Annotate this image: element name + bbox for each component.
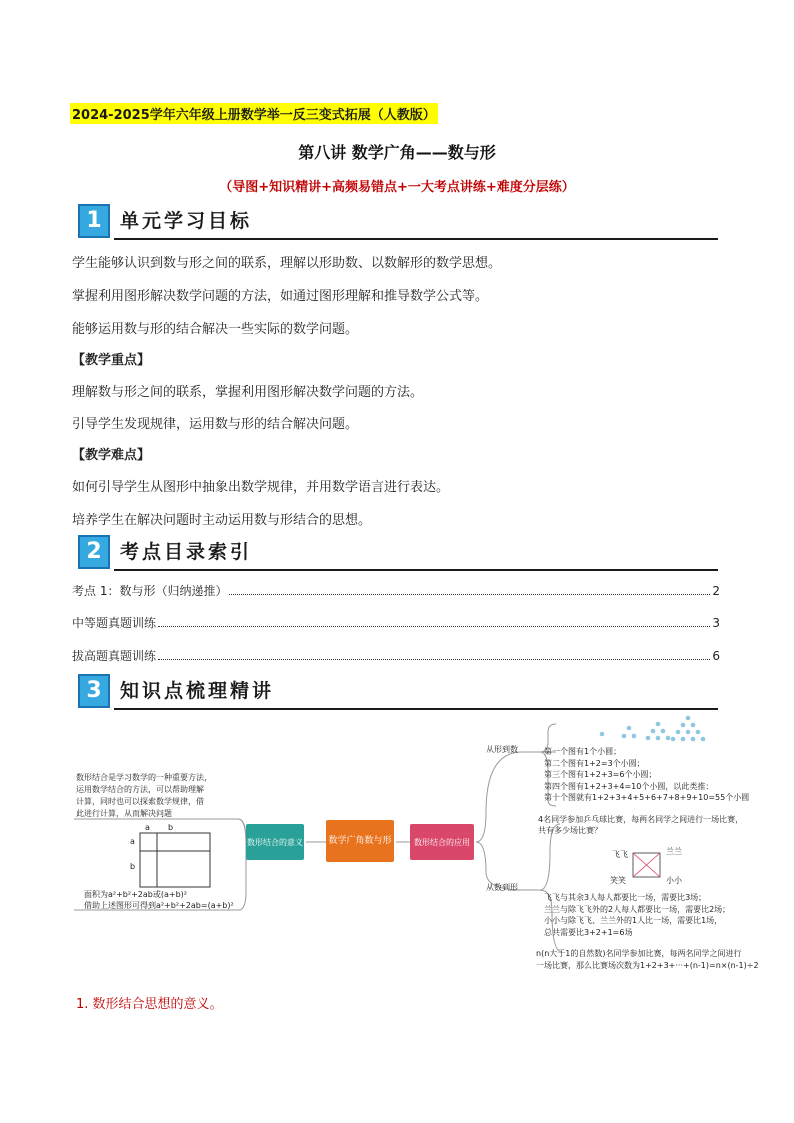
section-1-header xyxy=(78,204,718,240)
node-apply[interactable]: 数形结合的应用 xyxy=(410,824,474,860)
mind-map xyxy=(70,712,786,980)
label-b: b xyxy=(168,823,174,832)
name-xiaoxiao2: 小小 xyxy=(666,876,682,885)
mind-map-intro: 数形结合是学习数学的一种重要方法， 运用数学结合的方法，可以帮助理解 计算，同时也可以探索数学规律，借 此进行计算，从而解决问题 xyxy=(76,773,212,818)
section-divider xyxy=(114,708,718,710)
section-divider xyxy=(114,238,718,240)
goal-2: 掌握利用图形解决数学问题的方法，如通过图形理解和推导数学公式等。 xyxy=(72,289,489,304)
toc-page: 2 xyxy=(712,584,720,598)
key-points-label: 【教学重点】 xyxy=(72,353,151,368)
difficult-point-2: 培养学生在解决问题时主动运用数与形结合的思想。 xyxy=(72,513,372,528)
label-b-side: b xyxy=(130,862,136,871)
toc-entry[interactable] xyxy=(72,614,720,631)
section-2-header xyxy=(78,535,718,571)
section-2-title: 考点目录索引 xyxy=(120,541,253,563)
subsection-heading: 1. 数形结合思想的意义。 xyxy=(76,997,223,1012)
toc-entry[interactable] xyxy=(72,582,720,599)
label-a: a xyxy=(145,823,150,832)
section-1-number: 1 xyxy=(78,204,110,238)
toc-label: 拔高题真题训练 xyxy=(72,649,157,663)
section-1-title: 单元学习目标 xyxy=(120,210,253,232)
difficult-point-1: 如何引导学生从图形中抽象出数学规律，并用数学语言进行表达。 xyxy=(72,480,450,495)
toc-leader xyxy=(229,584,710,595)
key-point-1: 理解数与形之间的联系，掌握利用图形解决数学问题的方法。 xyxy=(72,385,424,400)
name-xiaoxiao: 笑笑 xyxy=(610,876,626,885)
lecture-title: 第八讲 数学广角——数与形 xyxy=(298,143,496,162)
match-diagram xyxy=(633,853,660,877)
match-explanation: 飞飞与其余3人每人都要比一场，需要比3场； 兰兰与除飞飞外的2人每人都要比一场，需要比2场； 小小与除飞飞、兰兰外的1人比一场，需要比1场， 总共需要比3+2+1=6场 xyxy=(544,893,731,937)
section-divider xyxy=(114,569,718,571)
key-point-2: 引导学生发现规律，运用数与形的结合解决问题。 xyxy=(72,417,359,432)
lecture-subtitle: （导图+知识精讲+高频易错点+一大考点讲练+难度分层练） xyxy=(219,180,575,195)
document-series-title: 2024-2025学年六年级上册数学举一反三变式拓展（人教版） xyxy=(70,103,438,124)
toc-label: 中等题真题训练 xyxy=(72,616,157,630)
name-lanlan: 兰兰 xyxy=(666,847,682,856)
toc-page: 6 xyxy=(712,649,720,663)
toc-page: 3 xyxy=(712,616,720,630)
circle-pattern-list: 第一个图有1个小圆； 第二个图有1+2=3个小圆； 第三个图有1+2+3=6个小圆； 第四个图有1+2+3+4=10个小圆，以此类推： 第十个图就有1+2+3+4+5+6+7+8+9+10=55个小圆 xyxy=(544,747,750,802)
match-question: 4名同学参加乒乓球比赛，每两名同学之间进行一场比赛， 共有多少场比赛？ xyxy=(538,815,744,835)
label-a-side: a xyxy=(130,837,135,846)
toc-entry[interactable] xyxy=(72,647,720,664)
toc-label: 考点 1：数与形（归纳递推） xyxy=(72,584,228,598)
branch-shape-to-num: 从形到数 xyxy=(486,745,518,754)
section-2-number: 2 xyxy=(78,535,110,569)
section-3-number: 3 xyxy=(78,674,110,708)
area-grid-diagram xyxy=(140,833,210,887)
section-3-header xyxy=(78,674,718,710)
difficult-label: 【教学难点】 xyxy=(72,448,151,463)
section-3-title: 知识点梳理精讲 xyxy=(120,680,275,702)
area-formula: 面积为a²+b²+2ab或(a+b)² 借助上述图形可得到a²+b²+2ab=(a+b)² xyxy=(84,890,234,910)
general-formula: n(n大于1的自然数)名同学参加比赛，每两名同学之间进行 一场比赛，那么比赛场次数为1+2+3+···+(n-1)=n×(n-1)÷2 xyxy=(536,949,759,970)
node-center[interactable]: 数学广角数与形 xyxy=(326,820,394,862)
branch-num-to-shape: 从数到形 xyxy=(486,883,518,892)
name-feifei: 飞飞 xyxy=(612,850,628,859)
toc-leader xyxy=(158,616,710,627)
toc-leader xyxy=(158,649,710,660)
goal-3: 能够运用数与形的结合解决一些实际的数学问题。 xyxy=(72,322,359,337)
goal-1: 学生能够认识到数与形之间的联系，理解以形助数、以数解形的数学思想。 xyxy=(72,256,502,271)
node-meaning[interactable]: 数形结合的意义 xyxy=(246,824,304,860)
dot-pattern-icon xyxy=(600,716,706,742)
